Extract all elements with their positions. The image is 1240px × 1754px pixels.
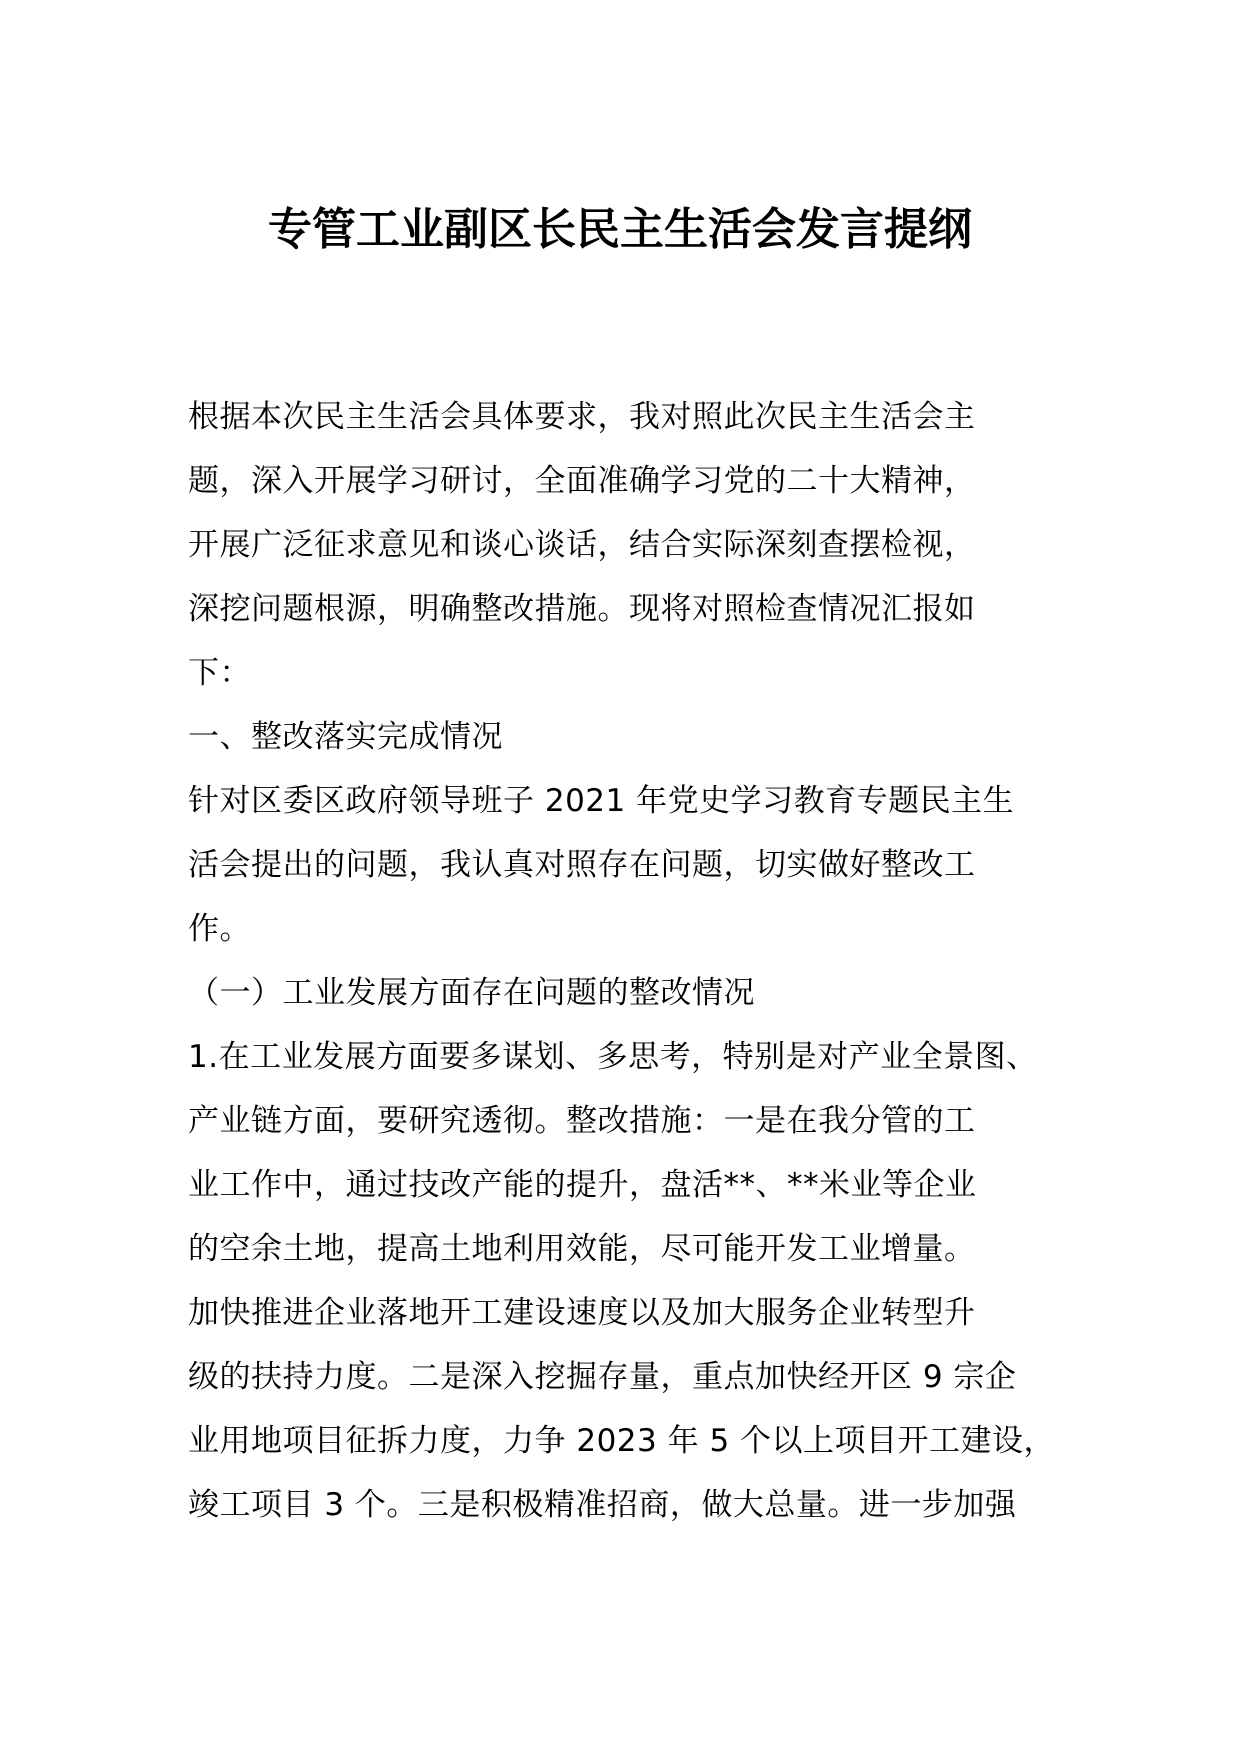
section-heading: 一、整改落实完成情况 <box>188 719 503 755</box>
body-line: 题，深入开展学习研讨，全面准确学习党的二十大精神， <box>188 463 976 499</box>
body-line: 根据本次民主生活会具体要求，我对照此次民主生活会主 <box>188 399 976 435</box>
body-line: 深挖问题根源，明确整改措施。现将对照检查情况汇报如 <box>188 591 976 627</box>
body-line: 加快推进企业落地开工建设速度以及加大服务企业转型升 <box>188 1295 976 1331</box>
body-line: 产业链方面，要研究透彻。整改措施：一是在我分管的工 <box>188 1103 976 1139</box>
body-line: 级的扶持力度。二是深入挖掘存量，重点加快经开区 9 宗企 <box>188 1359 1017 1395</box>
document-body <box>188 385 1088 1537</box>
document-title: 专管工业副区长民主生活会发言提纲 <box>268 204 972 255</box>
body-line: 的空余土地，提高土地利用效能，尽可能开发工业增量。 <box>188 1231 976 1267</box>
body-line: 业用地项目征拆力度，力争 2023 年 5 个以上项目开工建设， <box>188 1423 1056 1459</box>
body-line: 活会提出的问题，我认真对照存在问题，切实做好整改工 <box>188 847 976 883</box>
body-line: 针对区委区政府领导班子 2021 年党史学习教育专题民主生 <box>188 783 1015 819</box>
body-line: 作。 <box>188 911 251 947</box>
body-line: 开展广泛征求意见和谈心谈话，结合实际深刻查摆检视， <box>188 527 976 563</box>
body-line: 1.在工业发展方面要多谋划、多思考，特别是对产业全景图、 <box>188 1039 1038 1075</box>
body-line: 业工作中，通过技改产能的提升，盘活**、**米业等企业 <box>188 1167 977 1203</box>
subsection-heading: （一）工业发展方面存在问题的整改情况 <box>188 975 755 1011</box>
body-line: 竣工项目 3 个。三是积极精准招商，做大总量。进一步加强 <box>188 1487 1017 1523</box>
body-line: 下： <box>188 655 251 691</box>
